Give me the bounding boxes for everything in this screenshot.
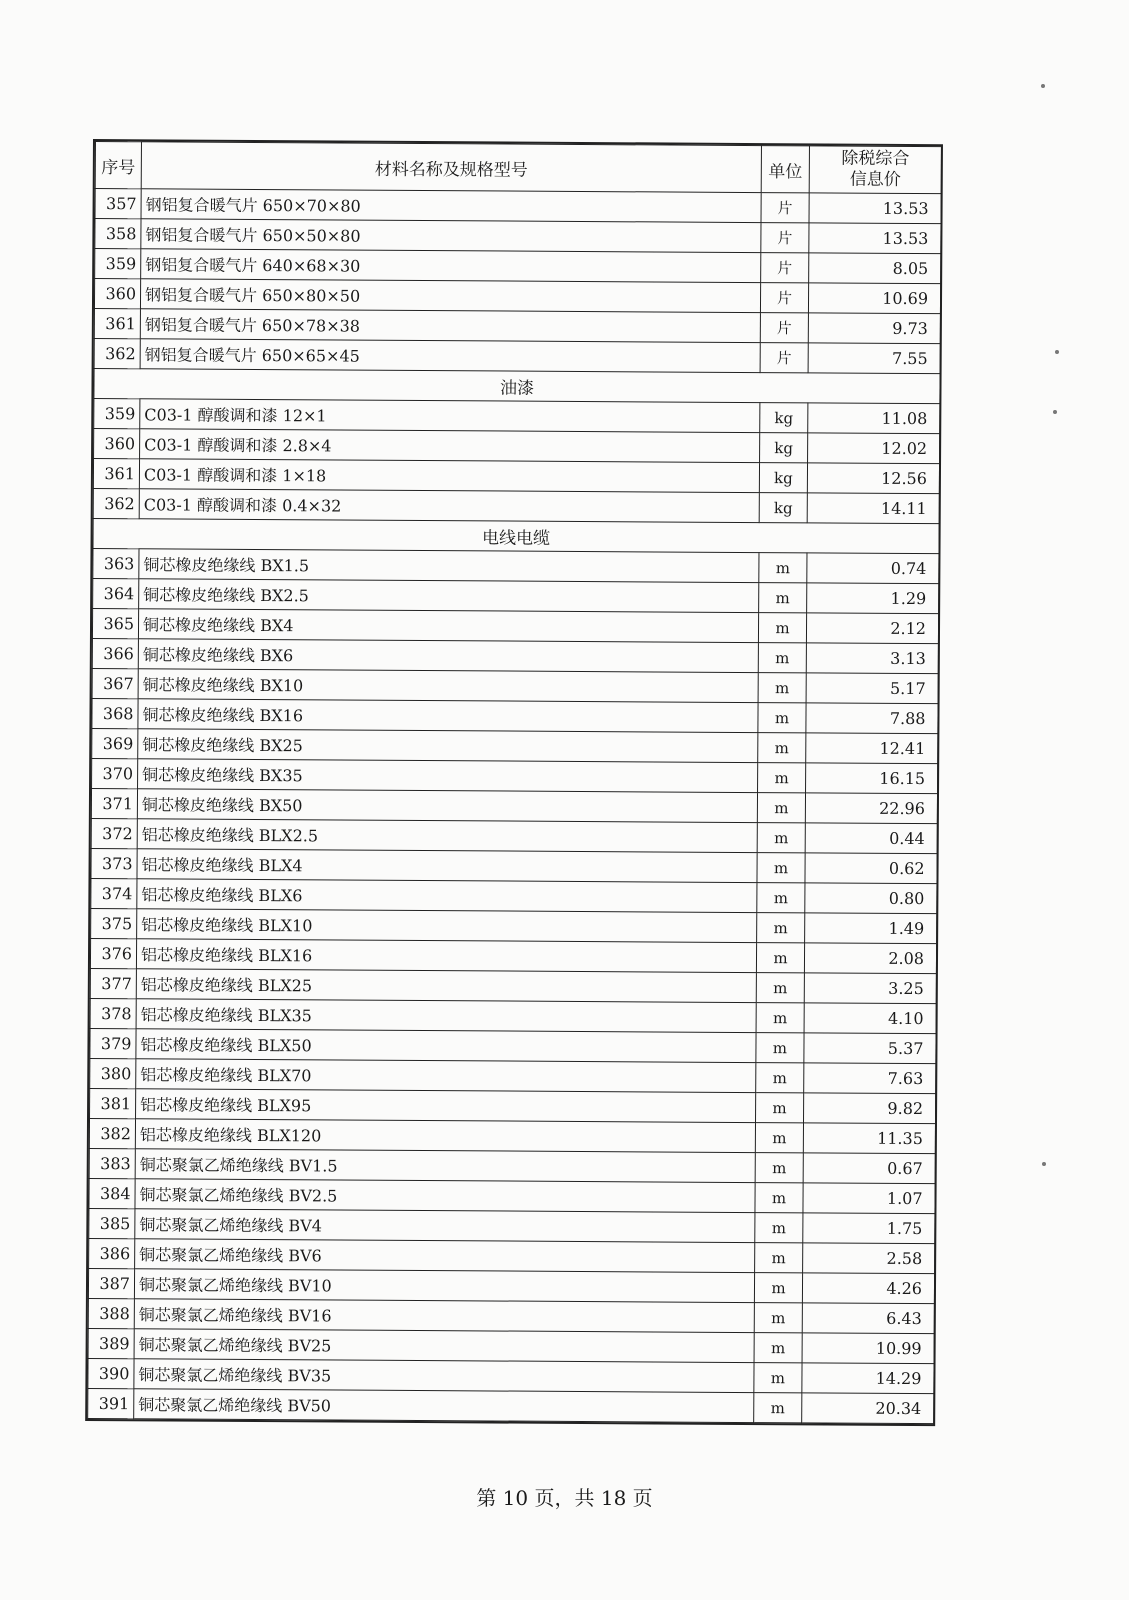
cell-material-name: 铜芯橡皮绝缘线 BX35 [138, 759, 758, 793]
cell-material-name: 铝芯橡皮绝缘线 BLX4 [137, 849, 757, 883]
cell-unit: m [758, 763, 806, 793]
cell-serial-number: 384 [89, 1178, 135, 1208]
cell-serial-number: 377 [90, 968, 136, 998]
cell-unit: m [755, 1153, 803, 1183]
cell-serial-number: 386 [89, 1238, 135, 1268]
cell-material-name: 铜芯橡皮绝缘线 BX25 [138, 729, 758, 763]
cell-material-name: 铜芯聚氯乙烯绝缘线 BV6 [135, 1239, 755, 1273]
cell-serial-number: 362 [94, 339, 140, 369]
cell-serial-number: 360 [94, 279, 140, 309]
header-unit: 单位 [761, 146, 809, 193]
cell-unit: m [759, 583, 807, 613]
cell-price: 7.88 [806, 703, 938, 734]
header-material-name: 材料名称及规格型号 [141, 142, 761, 193]
cell-material-name: 铜芯橡皮绝缘线 BX10 [138, 669, 758, 703]
cell-unit: m [755, 1243, 803, 1273]
cell-serial-number: 381 [90, 1088, 136, 1118]
cell-price: 4.10 [804, 1003, 936, 1034]
cell-unit: m [758, 703, 806, 733]
cell-unit: kg [760, 433, 808, 463]
cell-unit: m [757, 853, 805, 883]
cell-serial-number: 387 [88, 1268, 134, 1298]
header-price [809, 146, 941, 194]
cell-price: 13.53 [809, 223, 941, 254]
cell-unit: m [756, 1003, 804, 1033]
cell-serial-number: 364 [93, 579, 139, 609]
cell-price: 3.13 [806, 643, 938, 674]
cell-price: 0.67 [803, 1153, 935, 1184]
cell-unit: m [757, 913, 805, 943]
cell-material-name: C03-1 醇酸调和漆 2.8×4 [140, 429, 760, 463]
cell-unit: m [754, 1333, 802, 1363]
cell-unit: m [759, 553, 807, 583]
price-table-container [85, 139, 943, 1426]
cell-serial-number: 366 [92, 639, 138, 669]
cell-serial-number: 378 [90, 998, 136, 1028]
cell-material-name: C03-1 醇酸调和漆 0.4×32 [139, 489, 759, 523]
cell-material-name: 铜芯橡皮绝缘线 BX4 [138, 609, 758, 643]
cell-unit: m [755, 1123, 803, 1153]
cell-material-name: 钢铝复合暖气片 650×50×80 [141, 219, 761, 253]
cell-serial-number: 359 [94, 399, 140, 429]
cell-price: 22.96 [805, 793, 937, 824]
cell-price: 16.15 [806, 763, 938, 794]
cell-serial-number: 367 [92, 669, 138, 699]
cell-price: 3.25 [804, 973, 936, 1004]
cell-unit: m [758, 673, 806, 703]
cell-material-name: C03-1 醇酸调和漆 12×1 [140, 399, 760, 433]
cell-material-name: 铝芯橡皮绝缘线 BLX25 [136, 969, 756, 1003]
cell-unit: m [756, 973, 804, 1003]
cell-price: 11.08 [808, 403, 940, 434]
cell-serial-number: 385 [89, 1208, 135, 1238]
header-price-line1: 除税综合 [841, 148, 910, 169]
cell-material-name: 铜芯橡皮绝缘线 BX2.5 [139, 579, 759, 613]
cell-material-name: 铜芯聚氯乙烯绝缘线 BV10 [134, 1269, 754, 1303]
cell-price: 1.75 [803, 1213, 935, 1244]
cell-price: 10.99 [802, 1333, 934, 1364]
cell-unit: 片 [761, 193, 809, 223]
cell-price: 0.80 [805, 883, 937, 914]
cell-material-name: 铝芯橡皮绝缘线 BLX35 [136, 999, 756, 1033]
cell-price: 2.12 [806, 613, 938, 644]
price-table [87, 141, 942, 1424]
cell-serial-number: 369 [92, 729, 138, 759]
cell-price: 1.07 [803, 1183, 935, 1214]
cell-price: 9.82 [804, 1093, 936, 1124]
cell-serial-number: 383 [89, 1148, 135, 1178]
cell-material-name: 铝芯橡皮绝缘线 BLX120 [135, 1119, 755, 1153]
cell-price: 11.35 [803, 1123, 935, 1154]
cell-price: 1.29 [807, 583, 939, 614]
cell-material-name: 铝芯橡皮绝缘线 BLX2.5 [137, 819, 757, 853]
cell-serial-number: 370 [92, 759, 138, 789]
page-footer: 第 10 页，共 18 页 [476, 1486, 653, 1510]
cell-material-name: 铜芯聚氯乙烯绝缘线 BV35 [134, 1359, 754, 1393]
scan-speck [1042, 1162, 1046, 1166]
cell-serial-number: 390 [88, 1358, 134, 1388]
cell-serial-number: 363 [93, 549, 139, 579]
cell-price: 0.74 [807, 553, 939, 584]
cell-serial-number: 359 [95, 249, 141, 279]
cell-material-name: 铜芯橡皮绝缘线 BX6 [138, 639, 758, 673]
cell-price: 5.37 [804, 1033, 936, 1064]
cell-unit: m [754, 1273, 802, 1303]
cell-material-name: 铜芯橡皮绝缘线 BX50 [137, 789, 757, 823]
cell-serial-number: 380 [90, 1058, 136, 1088]
cell-material-name: 铝芯橡皮绝缘线 BLX70 [136, 1059, 756, 1093]
cell-unit: m [757, 823, 805, 853]
cell-unit: 片 [761, 223, 809, 253]
section-title: 电线电缆 [93, 519, 939, 554]
cell-unit: m [758, 613, 806, 643]
cell-serial-number: 375 [91, 909, 137, 939]
cell-serial-number: 368 [92, 699, 138, 729]
cell-serial-number: 361 [94, 309, 140, 339]
cell-serial-number: 389 [88, 1328, 134, 1358]
cell-material-name: 钢铝复合暖气片 640×68×30 [141, 249, 761, 283]
cell-price: 14.11 [807, 493, 939, 524]
cell-serial-number: 365 [92, 609, 138, 639]
cell-price: 14.29 [802, 1363, 934, 1394]
cell-serial-number: 382 [89, 1118, 135, 1148]
header-price-line2: 信息价 [849, 169, 901, 190]
cell-material-name: 钢铝复合暖气片 650×70×80 [141, 189, 761, 223]
cell-unit: 片 [760, 343, 808, 373]
cell-price: 1.49 [805, 913, 937, 944]
cell-price: 2.58 [803, 1243, 935, 1274]
cell-serial-number: 362 [93, 489, 139, 519]
cell-serial-number: 361 [93, 459, 139, 489]
cell-serial-number: 373 [91, 849, 137, 879]
cell-unit: m [756, 943, 804, 973]
cell-material-name: 铜芯聚氯乙烯绝缘线 BV1.5 [135, 1149, 755, 1183]
cell-material-name: 铝芯橡皮绝缘线 BLX6 [137, 879, 757, 913]
scan-speck [1055, 350, 1059, 354]
cell-unit: 片 [760, 283, 808, 313]
cell-unit: m [756, 1063, 804, 1093]
cell-unit: m [755, 1183, 803, 1213]
cell-price: 10.69 [808, 283, 940, 314]
cell-unit: m [758, 733, 806, 763]
cell-price: 4.26 [802, 1273, 934, 1304]
cell-serial-number: 360 [94, 429, 140, 459]
cell-price: 6.43 [802, 1303, 934, 1334]
cell-serial-number: 371 [91, 789, 137, 819]
cell-serial-number: 379 [90, 1028, 136, 1058]
cell-unit: m [754, 1393, 802, 1423]
cell-unit: kg [759, 493, 807, 523]
cell-unit: m [755, 1213, 803, 1243]
table-row [88, 1388, 934, 1423]
cell-price: 20.34 [802, 1393, 934, 1424]
cell-unit: kg [760, 403, 808, 433]
cell-serial-number: 357 [95, 189, 141, 219]
cell-unit: m [756, 1093, 804, 1123]
cell-price: 12.41 [806, 733, 938, 764]
cell-material-name: 铝芯橡皮绝缘线 BLX50 [136, 1029, 756, 1063]
cell-price: 0.44 [805, 823, 937, 854]
cell-material-name: 铜芯聚氯乙烯绝缘线 BV2.5 [135, 1179, 755, 1213]
cell-material-name: 铜芯橡皮绝缘线 BX16 [138, 699, 758, 733]
cell-material-name: C03-1 醇酸调和漆 1×18 [139, 459, 759, 493]
cell-serial-number: 388 [88, 1298, 134, 1328]
cell-price: 12.02 [808, 433, 940, 464]
cell-unit: 片 [760, 313, 808, 343]
scan-speck [1053, 410, 1057, 414]
table-header-row [95, 142, 941, 194]
cell-material-name: 铜芯聚氯乙烯绝缘线 BV50 [134, 1389, 754, 1423]
cell-material-name: 钢铝复合暖气片 650×78×38 [140, 309, 760, 343]
cell-price: 8.05 [809, 253, 941, 284]
cell-material-name: 铜芯聚氯乙烯绝缘线 BV25 [134, 1329, 754, 1363]
cell-price: 9.73 [808, 313, 940, 344]
cell-unit: m [757, 883, 805, 913]
cell-unit: m [758, 643, 806, 673]
cell-unit: kg [759, 463, 807, 493]
cell-price: 0.62 [805, 853, 937, 884]
cell-serial-number: 374 [91, 879, 137, 909]
cell-unit: m [754, 1303, 802, 1333]
cell-material-name: 铜芯橡皮绝缘线 BX1.5 [139, 549, 759, 583]
cell-material-name: 铜芯聚氯乙烯绝缘线 BV4 [135, 1209, 755, 1243]
cell-unit: m [754, 1363, 802, 1393]
cell-unit: m [756, 1033, 804, 1063]
cell-material-name: 铝芯橡皮绝缘线 BLX95 [136, 1089, 756, 1123]
cell-serial-number: 372 [91, 819, 137, 849]
cell-price: 2.08 [804, 943, 936, 974]
cell-material-name: 铝芯橡皮绝缘线 BLX16 [136, 939, 756, 973]
cell-material-name: 钢铝复合暖气片 650×80×50 [140, 279, 760, 313]
cell-price: 5.17 [806, 673, 938, 704]
cell-price: 13.53 [809, 193, 941, 224]
cell-price: 7.63 [804, 1063, 936, 1094]
header-serial-number: 序号 [95, 142, 141, 189]
section-title: 油漆 [94, 369, 940, 404]
scan-speck [1041, 84, 1045, 88]
cell-serial-number: 358 [95, 219, 141, 249]
cell-serial-number: 376 [90, 939, 136, 969]
cell-material-name: 铝芯橡皮绝缘线 BLX10 [137, 909, 757, 943]
table-body [88, 189, 941, 1424]
cell-material-name: 钢铝复合暖气片 650×65×45 [140, 339, 760, 373]
cell-price: 7.55 [808, 343, 940, 374]
cell-unit: m [757, 793, 805, 823]
cell-material-name: 铜芯聚氯乙烯绝缘线 BV16 [134, 1299, 754, 1333]
cell-serial-number: 391 [88, 1388, 134, 1418]
cell-price: 12.56 [807, 463, 939, 494]
cell-unit: 片 [761, 253, 809, 283]
